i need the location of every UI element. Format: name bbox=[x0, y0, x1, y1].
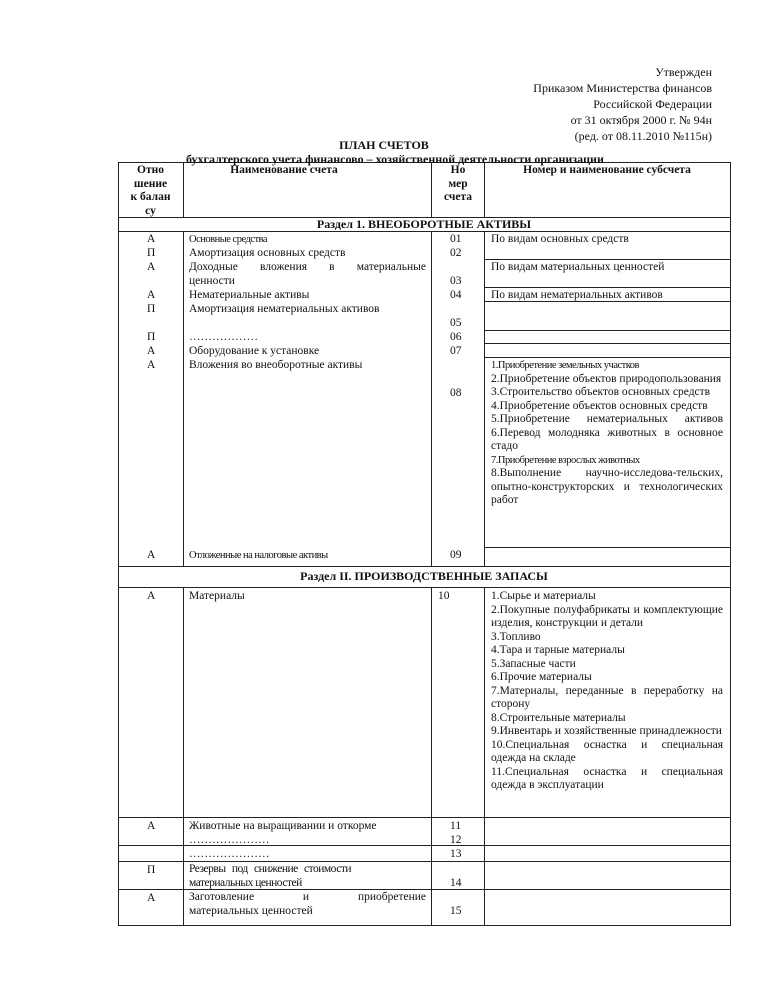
header-number-line: счета bbox=[443, 191, 472, 203]
header-number-line: Но bbox=[450, 164, 466, 176]
account-number: 12 bbox=[450, 834, 462, 846]
account-name-word: Доходные bbox=[189, 261, 238, 273]
subaccount-item: 4.Тара и тарные материалы bbox=[491, 644, 625, 656]
subaccount-item: 7.Материалы, переданные в переработку на сторону bbox=[491, 684, 723, 710]
subaccount-item: 4.Приобретение объектов основных средств bbox=[491, 399, 708, 412]
header-relation-line: су bbox=[145, 204, 156, 217]
subaccount-text: По видам основных средств bbox=[491, 233, 629, 245]
relation-cell: А bbox=[147, 549, 156, 561]
subaccount-item: 3.Топливо bbox=[491, 630, 541, 643]
subaccount-item: 2.Покупные полуфабрикаты и комплектующие изделия, конструкции и детали bbox=[491, 603, 723, 629]
subaccount-text: По видам материальных ценностей bbox=[491, 261, 665, 273]
approval-block bbox=[533, 64, 712, 144]
account-name-continued: ценности bbox=[189, 275, 235, 287]
account-name-word: вложения bbox=[260, 261, 308, 273]
account-number: 08 bbox=[450, 387, 462, 399]
account-name bbox=[189, 261, 426, 275]
account-name: Нематериальные активы bbox=[189, 289, 310, 301]
account-number: 02 bbox=[450, 247, 462, 259]
account-number: 05 bbox=[450, 317, 462, 329]
subaccount-text: По видам нематериальных активов bbox=[491, 289, 663, 301]
header-account-number bbox=[432, 164, 484, 205]
account-number: 07 bbox=[450, 345, 462, 357]
relation-cell: А bbox=[147, 820, 156, 832]
account-number: 06 bbox=[450, 331, 462, 343]
subaccount-item: 5.Приобретение нематериальных активов bbox=[491, 413, 723, 425]
account-name-continued: материальных ценностей bbox=[189, 905, 313, 917]
account-name: ………………… bbox=[189, 848, 270, 860]
account-name: ………………… bbox=[189, 834, 270, 846]
subaccount-item: 2.Приобретение объектов природопользования bbox=[491, 372, 722, 385]
subaccount-item: 1.Сырье и материалы bbox=[491, 590, 596, 602]
relation-cell: А bbox=[147, 359, 156, 371]
header-relation-line: шение bbox=[133, 177, 168, 190]
account-name-word: в bbox=[329, 261, 335, 273]
subaccount-item: 8.Выполнение научно-исследова-тельских, опытно-конструкторских и технологических работ bbox=[491, 467, 723, 506]
subaccount-item: 9.Инвентарь и хозяйственные принадлежности bbox=[491, 725, 722, 737]
subaccount-item: 6.Перевод молодняка животных в основное стадо bbox=[491, 426, 723, 452]
account-name: Оборудование к установке bbox=[189, 345, 320, 357]
relation-cell: П bbox=[147, 331, 156, 343]
section-title: Раздел II. ПРОИЗВОДСТВЕННЫЕ ЗАПАСЫ bbox=[300, 569, 548, 583]
header-subaccounts: Номер и наименование субсчета bbox=[523, 164, 691, 176]
account-name: Основные средства bbox=[189, 234, 268, 245]
subaccount-item: 3.Строительство объектов основных средств bbox=[491, 386, 711, 398]
account-number: 01 bbox=[450, 233, 462, 245]
account-number: 11 bbox=[450, 820, 462, 832]
approval-line: Утвержден bbox=[655, 65, 712, 79]
relation-cell: А bbox=[147, 261, 156, 273]
approval-line: Приказом Министерства финансов bbox=[533, 81, 712, 95]
account-number: 13 bbox=[450, 848, 462, 860]
header-relation-line: к балан bbox=[130, 191, 171, 203]
account-name-word: и bbox=[302, 891, 310, 903]
document-subtitle: бухгалтерского учета финансово – хозяйственной деятельности организации bbox=[186, 152, 604, 166]
header-relation-line: Отно bbox=[137, 164, 164, 176]
account-number: 15 bbox=[450, 905, 462, 917]
account-name-word: материальные bbox=[356, 261, 426, 273]
account-number: 14 bbox=[450, 877, 462, 889]
relation-cell: П bbox=[147, 303, 156, 315]
relation-cell: П bbox=[147, 864, 156, 876]
account-number: 10 bbox=[438, 590, 450, 602]
account-name: Животные на выращивании и откорме bbox=[189, 820, 377, 832]
header-relation bbox=[118, 164, 183, 218]
account-name: Амортизация основных средств bbox=[189, 247, 346, 259]
subaccount-list bbox=[491, 590, 723, 793]
account-name: Резервы под снижение стоимости материальных ценностей bbox=[189, 863, 351, 889]
subaccount-item: 7.Приобретение взрослых животных bbox=[491, 454, 640, 466]
approval-line: (ред. от 08.11.2010 №115н) bbox=[574, 129, 712, 143]
account-name bbox=[189, 891, 426, 905]
section-title: Раздел 1. ВНЕОБОРОТНЫЕ АКТИВЫ bbox=[316, 217, 532, 231]
relation-cell: А bbox=[147, 345, 156, 357]
header-account-name: Наименование счета bbox=[230, 164, 338, 176]
account-name-word: Заготовление bbox=[189, 891, 255, 903]
approval-line: от 31 октября 2000 г. № 94н bbox=[570, 113, 712, 127]
subaccount-item: 1.Приобретение земельных участков bbox=[491, 360, 640, 371]
subaccount-item: 8.Строительные материалы bbox=[491, 711, 626, 724]
relation-cell: А bbox=[147, 289, 156, 301]
subaccount-item: 6.Прочие материалы bbox=[491, 671, 592, 683]
account-name-word: приобретение bbox=[357, 891, 426, 903]
relation-cell: А bbox=[147, 233, 156, 245]
relation-cell: А bbox=[147, 892, 156, 904]
account-name: Отложенные на налоговые активы bbox=[189, 550, 328, 561]
approval-line: Российской Федерации bbox=[593, 97, 712, 111]
relation-cell: П bbox=[147, 247, 156, 259]
account-name: Амортизация нематериальных активов bbox=[189, 303, 380, 315]
document-title: ПЛАН СЧЕТОВ bbox=[339, 138, 429, 152]
header-number-line: мер bbox=[448, 177, 468, 190]
subaccount-item: 5.Запасные части bbox=[491, 657, 576, 670]
account-name: Материалы bbox=[189, 590, 245, 602]
subaccount-item: 10.Специальная оснастка и специальная одежда на складе bbox=[491, 738, 723, 764]
account-name: Вложения во внеоборотные активы bbox=[189, 359, 363, 371]
subaccount-list bbox=[491, 359, 723, 508]
subaccount-item: 11.Специальная оснастка и специальная одежда в эксплуатации bbox=[491, 765, 723, 791]
relation-cell: А bbox=[147, 590, 156, 602]
account-number: 09 bbox=[450, 549, 462, 561]
account-number: 03 bbox=[450, 275, 462, 287]
account-number: 04 bbox=[450, 289, 462, 301]
account-name: ……………… bbox=[189, 331, 258, 343]
